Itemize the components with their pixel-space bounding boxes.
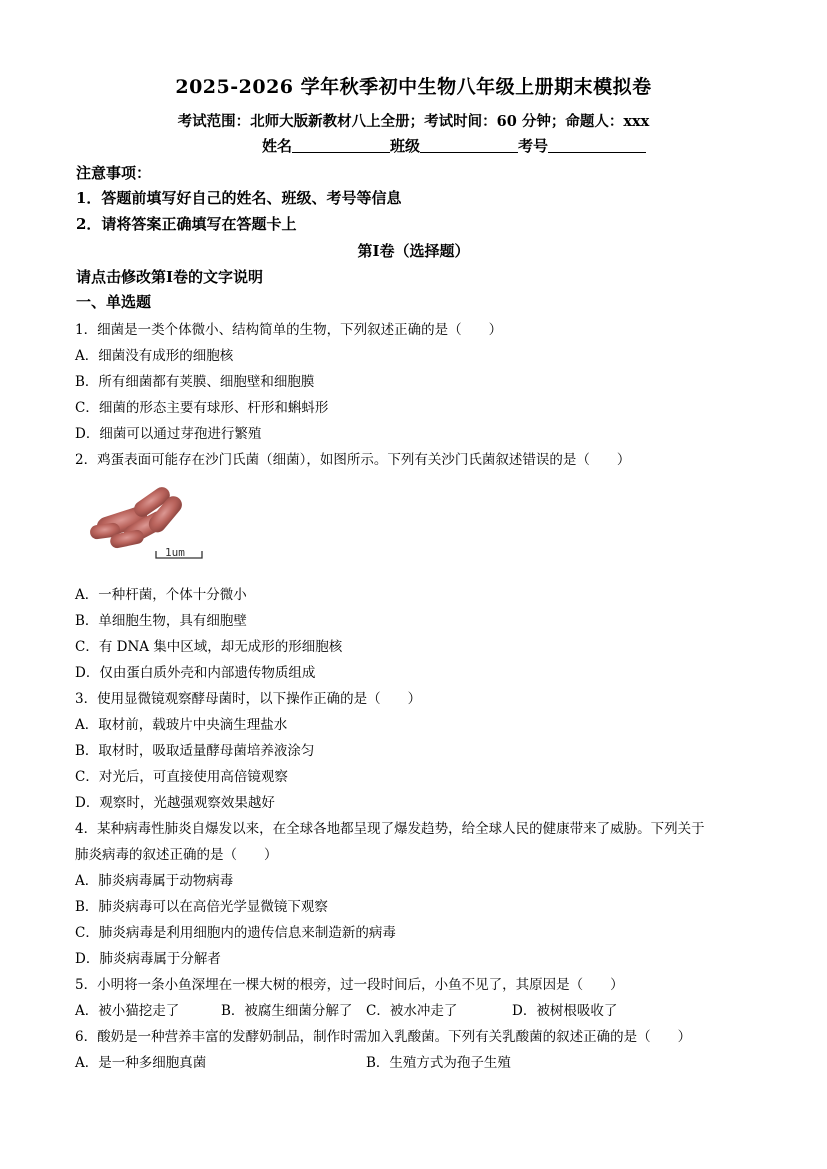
question-3-option-d[interactable]: D．观察时，光越强观察效果越好 — [75, 795, 275, 811]
student-info-row — [262, 135, 646, 156]
salmonella-figure — [86, 478, 216, 564]
notice-item-2: 2．请将答案正确填写在答题卡上 — [76, 215, 297, 233]
question-4-option-d[interactable]: D．肺炎病毒属于分解者 — [75, 951, 221, 967]
class-blank[interactable] — [420, 136, 518, 153]
question-3-option-b[interactable]: B．取材时，吸取适量酵母菌培养液涂匀 — [75, 743, 315, 759]
salmonella-bacteria-icon — [86, 478, 216, 564]
notice-item-1: 1．答题前填写好自己的姓名、班级、考号等信息 — [76, 189, 402, 207]
notice-heading: 注意事项： — [76, 164, 152, 182]
section-edit-hint[interactable]: 请点击修改第I卷的文字说明 — [76, 268, 264, 286]
figure-scale-label: 1um — [165, 546, 185, 559]
question-3-option-a[interactable]: A．取材前，载玻片中央滴生理盐水 — [75, 717, 288, 733]
class-label: 班级 — [390, 137, 421, 155]
name-label: 姓名 — [262, 137, 293, 155]
question-1-option-d[interactable]: D．细菌可以通过芽孢进行繁殖 — [75, 426, 262, 442]
question-2-stem: 2．鸡蛋表面可能存在沙门氏菌（细菌），如图所示。下列有关沙门氏菌叙述错误的是（ ） — [75, 452, 631, 468]
question-4-stem-line-1: 4．某种病毒性肺炎自爆发以来，在全球各地都呈现了爆发趋势，给全球人民的健康带来了威胁。下列关于 — [75, 821, 705, 837]
question-5-stem: 5．小明将一条小鱼深埋在一棵大树的根旁，过一段时间后，小鱼不见了，其原因是（ ） — [75, 977, 624, 993]
question-6-stem: 6．酸奶是一种营养丰富的发酵奶制品，制作时需加入乳酸菌。下列有关乳酸菌的叙述正确的是（ ） — [75, 1029, 692, 1045]
question-5-option-d[interactable]: D．被树根吸收了 — [512, 1003, 618, 1019]
question-5-option-c[interactable]: C．被水冲走了 — [366, 1003, 458, 1019]
question-2-option-a[interactable]: A．一种杆菌，个体十分微小 — [75, 587, 247, 603]
question-1-stem: 1．细菌是一类个体微小、结构简单的生物，下列叙述正确的是（ ） — [75, 322, 503, 338]
question-2-option-b[interactable]: B．单细胞生物，具有细胞壁 — [75, 613, 247, 629]
section-title: 第I卷（选择题） — [357, 242, 470, 260]
question-6-option-b[interactable]: B．生殖方式为孢子生殖 — [366, 1055, 511, 1071]
question-1-option-b[interactable]: B．所有细菌都有荚膜、细胞壁和细胞膜 — [75, 374, 315, 390]
question-4-stem-line-2: 肺炎病毒的叙述正确的是（ ） — [75, 847, 278, 863]
question-3-option-c[interactable]: C．对光后，可直接使用高倍镜观察 — [75, 769, 288, 785]
exam-title: 2025-2026 学年秋季初中生物八年级上册期末模拟卷 — [175, 76, 652, 98]
question-4-option-c[interactable]: C．肺炎病毒是利用细胞内的遗传信息来制造新的病毒 — [75, 925, 396, 941]
question-5-option-b[interactable]: B．被腐生细菌分解了 — [221, 1003, 353, 1019]
number-label: 考号 — [518, 137, 549, 155]
question-4-option-a[interactable]: A．肺炎病毒属于动物病毒 — [75, 873, 234, 889]
exam-subtitle: 考试范围：北师大版新教材八上全册；考试时间：60 分钟；命题人：xxx — [177, 113, 650, 130]
name-blank[interactable] — [292, 136, 390, 153]
question-6-option-a[interactable]: A．是一种多细胞真菌 — [75, 1055, 207, 1071]
question-2-option-d[interactable]: D．仅由蛋白质外壳和内部遗传物质组成 — [75, 665, 316, 681]
question-3-stem: 3．使用显微镜观察酵母菌时，以下操作正确的是（ ） — [75, 691, 422, 707]
question-1-option-a[interactable]: A．细菌没有成形的细胞核 — [75, 348, 234, 364]
question-5-option-a[interactable]: A．被小猫挖走了 — [75, 1003, 180, 1019]
question-4-option-b[interactable]: B．肺炎病毒可以在高倍光学显微镜下观察 — [75, 899, 328, 915]
number-blank[interactable] — [548, 136, 646, 153]
question-2-option-c[interactable]: C．有 DNA 集中区域，却无成形的形细胞核 — [75, 639, 343, 655]
question-1-option-c[interactable]: C．细菌的形态主要有球形、杆形和蝌蚪形 — [75, 400, 329, 416]
part-heading: 一、单选题 — [76, 293, 152, 311]
